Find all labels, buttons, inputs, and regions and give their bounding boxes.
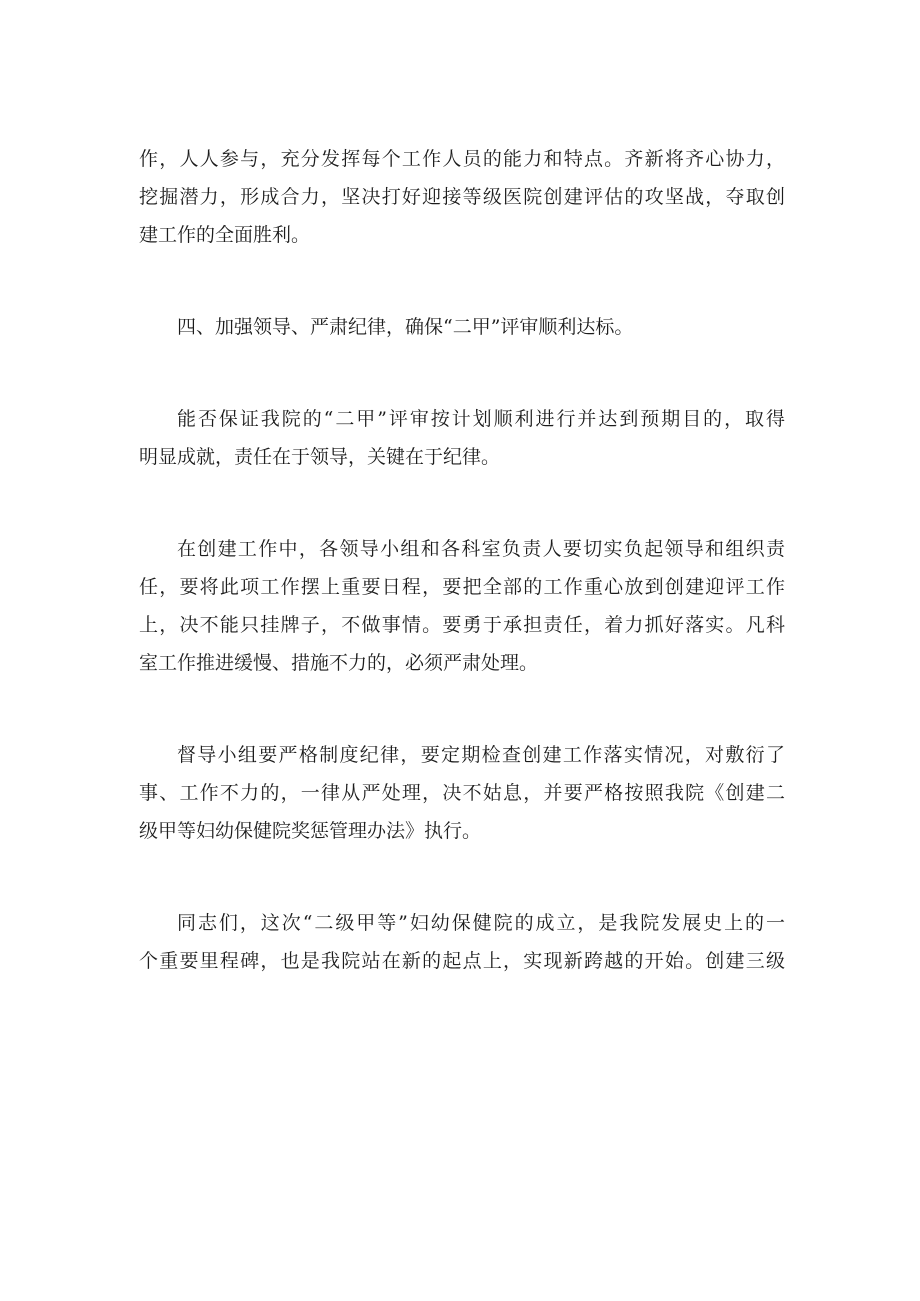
text-line: 级甲等妇幼保健院奖惩管理办法》执行。 [139,820,482,842]
text-line: 同志们，这次“二级甲等”妇幼保健院的成立，是我院发展史上的一 [177,912,785,934]
text-line: 上，决不能只挂牌子，不做事情。要勇于承担责任，着力抓好落实。凡科 [139,614,785,636]
text-line: 个重要里程碑，也是我院站在新的起点上，实现新跨越的开始。创建三级 [139,950,785,972]
text-line: 能否保证我院的“二甲”评审按计划顺利进行并达到预期目的，取得 [177,408,785,430]
text-line: 作，人人参与，充分发挥每个工作人员的能力和特点。齐新将齐心协力， [139,148,785,170]
text-line: 事、工作不力的，一律从严处理，决不姑息，并要严格按照我院《创建二 [139,782,785,804]
paragraph [139,736,785,850]
text-line: 明显成就，责任在于领导，关键在于纪律。 [139,446,501,468]
text-line: 挖掘潜力，形成合力，坚决打好迎接等级医院创建评估的攻坚战，夺取创 [139,186,785,208]
section-heading-four [139,308,785,346]
text-line: 在创建工作中，各领导小组和各科室负责人要切实负起领导和组织责 [177,538,785,560]
text-line: 建工作的全面胜利。 [139,224,311,246]
paragraph [139,904,785,980]
document-body [139,140,785,980]
text-line: 四、加强领导、严肃纪律，确保“二甲”评审顺利达标。 [177,316,634,338]
text-line: 室工作推进缓慢、措施不力的，必须严肃处理。 [139,652,539,674]
paragraph [139,530,785,682]
paragraph [139,400,785,476]
paragraph-continuation [139,140,785,254]
text-line: 任，要将此项工作摆上重要日程，要把全部的工作重心放到创建迎评工作 [139,576,785,598]
text-line: 督导小组要严格制度纪律，要定期检查创建工作落实情况，对敷衍了 [177,744,785,766]
